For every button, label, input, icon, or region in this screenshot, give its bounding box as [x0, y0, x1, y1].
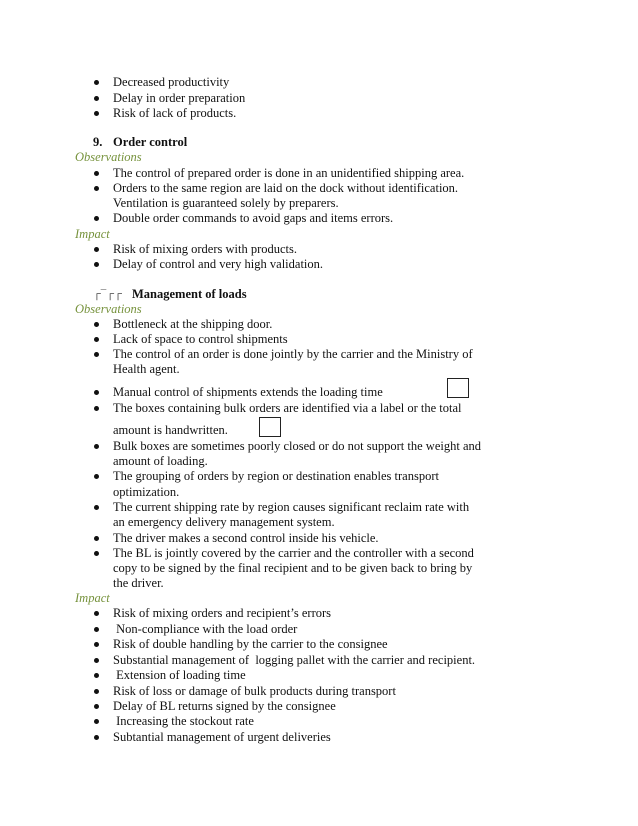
bullet-icon [94, 474, 99, 479]
list-item: Delay of control and very high validation. [113, 257, 573, 272]
bullet-icon [94, 406, 99, 411]
image-placeholder-box [447, 378, 469, 398]
list-item: Orders to the same region are laid on the dock without identification. [113, 181, 573, 196]
bullet-icon [94, 111, 99, 116]
list-item: Extension of loading time [113, 668, 573, 683]
impact-label: Impact [75, 227, 110, 241]
list-item-continuation: an emergency delivery management system. [113, 515, 335, 529]
list-item-continuation: the driver. [113, 576, 164, 590]
bullet-icon [94, 642, 99, 647]
bullet-icon [94, 390, 99, 395]
list-item-continuation: Health agent. [113, 362, 180, 376]
observations-label: Observations [75, 150, 142, 164]
list-item-continuation: amount is handwritten. [113, 423, 228, 437]
list-item: The control of an order is done jointly by the carrier and the Ministry of [113, 347, 573, 362]
bullet-icon [94, 262, 99, 267]
list-item: Non-compliance with the load order [113, 622, 573, 637]
bullet-icon [94, 658, 99, 663]
list-item-continuation: Ventilation is guaranteed solely by preparers. [113, 196, 339, 210]
impact-label: Impact [75, 591, 110, 605]
list-item: Risk of mixing orders with products. [113, 242, 573, 257]
section-title: Order control [113, 135, 188, 149]
bullet-icon [94, 719, 99, 724]
list-item: The current shipping rate by region causes significant reclaim rate with [113, 500, 573, 515]
list-item: Decreased productivity [113, 75, 573, 90]
list-item: Delay in order preparation [113, 91, 573, 106]
list-item: Double order commands to avoid gaps and items errors. [113, 211, 573, 226]
list-item-continuation: optimization. [113, 485, 180, 499]
bullet-icon [94, 505, 99, 510]
section-title: Management of loads [132, 287, 247, 301]
list-item: Lack of space to control shipments [113, 332, 573, 347]
bullet-icon [94, 551, 99, 556]
numbering-glyphs: ┌¯┌┌ [93, 288, 122, 300]
list-item: The control of prepared order is done in an unidentified shipping area. [113, 166, 573, 181]
bullet-icon [94, 673, 99, 678]
list-item: Increasing the stockout rate [113, 714, 573, 729]
list-item-continuation: copy to be signed by the final recipient and to be given back to bring by [113, 561, 473, 575]
list-item: Manual control of shipments extends the loading time [113, 385, 573, 400]
bullet-icon [94, 216, 99, 221]
section-number: 9. [93, 135, 103, 149]
bullet-icon [94, 322, 99, 327]
list-item-continuation: amount of loading. [113, 454, 208, 468]
list-item: The boxes containing bulk orders are identified via a label or the total [113, 401, 573, 416]
bullet-icon [94, 80, 99, 85]
image-placeholder-box [259, 417, 281, 437]
list-item: Risk of double handling by the carrier to the consignee [113, 637, 573, 652]
bullet-icon [94, 689, 99, 694]
bullet-icon [94, 627, 99, 632]
list-item: The BL is jointly covered by the carrier and the controller with a second [113, 546, 573, 561]
bullet-icon [94, 704, 99, 709]
bullet-icon [94, 247, 99, 252]
list-item: Risk of lack of products. [113, 106, 573, 121]
bullet-icon [94, 96, 99, 101]
list-item: Substantial management of logging pallet with the carrier and recipient. [113, 653, 573, 668]
list-item: The grouping of orders by region or destination enables transport [113, 469, 573, 484]
bullet-icon [94, 444, 99, 449]
list-item: The driver makes a second control inside his vehicle. [113, 531, 573, 546]
list-item: Bulk boxes are sometimes poorly closed or do not support the weight and [113, 439, 573, 454]
bullet-icon [94, 352, 99, 357]
bullet-icon [94, 611, 99, 616]
list-item: Subtantial management of urgent deliveries [113, 730, 573, 745]
bullet-icon [94, 171, 99, 176]
bullet-icon [94, 337, 99, 342]
list-item: Risk of loss or damage of bulk products during transport [113, 684, 573, 699]
bullet-icon [94, 186, 99, 191]
list-item: Delay of BL returns signed by the consignee [113, 699, 573, 714]
observations-label: Observations [75, 302, 142, 316]
list-item: Risk of mixing orders and recipient’s errors [113, 606, 573, 621]
list-item: Bottleneck at the shipping door. [113, 317, 573, 332]
bullet-icon [94, 735, 99, 740]
bullet-icon [94, 536, 99, 541]
